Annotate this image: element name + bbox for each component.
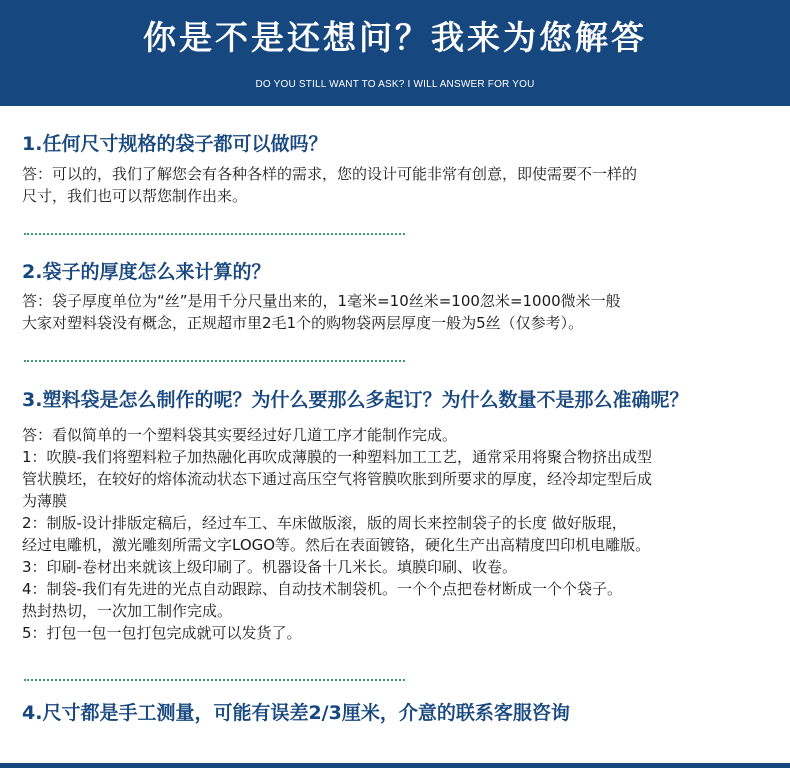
answer-line: 为薄膜 xyxy=(22,492,68,510)
header-title: 你是不是还想问？我来为您解答 xyxy=(143,18,647,57)
answer-line: 3：印刷-卷材出来就该上级印刷了。机器设备十几米长。填膜印刷、收卷。 xyxy=(22,558,517,576)
answer-line: 尺寸，我们也可以帮您制作出来。 xyxy=(22,187,248,205)
page-header xyxy=(0,0,790,106)
dotted-divider xyxy=(24,360,405,362)
faq-answer-2 xyxy=(22,290,782,334)
faq-question-1: 1.任何尺寸规格的袋子都可以做吗？ xyxy=(22,133,328,155)
faq-answer-3 xyxy=(22,424,782,644)
answer-line: 经过电雕机，激光雕刻所需文字LOGO等。然后在表面镀铬，硬化生产出高精度凹印机电雕版。 xyxy=(22,536,651,554)
answer-line: 答：袋子厚度单位为“丝”是用千分尺量出来的，1毫米=10丝米=100忽米=1000微米一般 xyxy=(22,292,621,310)
faq-question-3: 3.塑料袋是怎么制作的呢？为什么要那么多起订？为什么数量不是那么准确呢？ xyxy=(22,389,689,411)
footer-bar xyxy=(0,763,790,768)
answer-line: 4：制袋-我们有先进的光点自动跟踪、自动技术制袋机。一个个点把卷材断成一个个袋子。 xyxy=(22,580,622,598)
answer-line: 管状膜坯，在较好的熔体流动状态下通过高压空气将管膜吹胀到所要求的厚度，经冷却定型后成 xyxy=(22,470,653,488)
answer-line: 答：可以的，我们了解您会有各种各样的需求，您的设计可能非常有创意，即使需要不一样的 xyxy=(22,165,638,183)
answer-line: 大家对塑料袋没有概念，正规超市里2毛1个的购物袋两层厚度一般为5丝（仅参考）。 xyxy=(22,314,584,332)
answer-line: 1：吹膜-我们将塑料粒子加热融化再吹成薄膜的一种塑料加工工艺，通常采用将聚合物挤出成型 xyxy=(22,448,652,466)
answer-line: 答：看似简单的一个塑料袋其实要经过好几道工序才能制作完成。 xyxy=(22,426,458,444)
dotted-divider xyxy=(24,679,405,681)
answer-line: 热封热切，一次加工制作完成。 xyxy=(22,602,233,620)
answer-line: 5：打包一包一包打包完成就可以发货了。 xyxy=(22,624,302,642)
answer-line: 2：制版-设计排版定稿后，经过车工、车床做版滚，版的周长来控制袋子的长度 做好版琨， xyxy=(22,514,627,532)
faq-question-4: 4.尺寸都是手工测量，可能有误差2/3厘米，介意的联系客服咨询 xyxy=(22,702,570,724)
faq-question-2: 2.袋子的厚度怎么来计算的？ xyxy=(22,261,271,283)
header-subtitle: DO YOU STILL WANT TO ASK? I WILL ANSWER FOR YOU xyxy=(255,79,535,90)
faq-answer-1 xyxy=(22,163,782,207)
dotted-divider xyxy=(24,233,405,235)
